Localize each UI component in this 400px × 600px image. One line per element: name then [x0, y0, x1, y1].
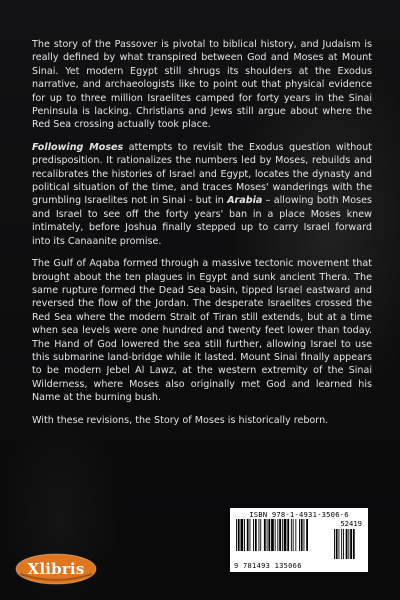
blurb-paragraph-2-text-a: attempts to revisit the Exodus question without predisposition. It rationalizes the numbers led by Moses, rebuilds and recalibrates the histories of Israel and Egypt, locates the dynasty and political situation of the time, and traces Moses' wanderings with the grumbling Israelites not in Sinai - but in: [32, 141, 372, 207]
isbn-barcode: [230, 508, 368, 572]
blurb-paragraph-3: The Gulf of Aqaba formed through a massive tectonic movement that brought about the ten plagues in Egypt and sunk ancient Thera. The same rupture formed the Dead Sea basin, tipped Israel eastward and reversed the flow of the Jordan. The desperate Israelites crossed the Red Sea where the modern Strait of Tiran still extends, but at a time when sea levels were one hundred and twenty feet lower than today. The Hand of God lowered the sea still further, allowing Israel to use this submarine land-bridge while it lasted. Mount Sinai finally appears to be modern Jebel Al Lawz, at the western extremity of the Sinai Wilderness, where Moses also originally met God and learned his Name at the burning bush.: [32, 258, 372, 404]
blurb-text: [32, 38, 372, 436]
blurb-paragraph-2-text-b: – allowing both Moses and Israel to see off the forty years' ban in a place Moses knew intimately, before Joshua finally stepped up to carry Israel forward into its Canaanite promise.: [32, 195, 372, 247]
isbn-label: ISBN 978-1-4931-3506-6: [249, 510, 349, 519]
publisher-logo-text: Xlibris: [27, 560, 85, 578]
blurb-paragraph-2: [32, 141, 372, 248]
publisher-logo: [14, 552, 98, 586]
arabia-emphasis: Arabia: [227, 195, 263, 207]
blurb-paragraph-1: The story of the Passover is pivotal to biblical history, and Judaism is really defined by what transpired between God and Moses at Mount Sinai. Yet modern Egypt still shrugs its shoulders at the Exodus narrative, and archaeologists like to point out that physical evidence for up to three million Israelites camped for forty years in the Sinai Peninsula is lacking. Christians and Jews still argue about where the Red Sea crossing actually took place.: [32, 39, 372, 131]
blurb-paragraph-4: With these revisions, the Story of Moses is historically reborn.: [32, 414, 329, 426]
barcode-digits: 9 781493 135066: [234, 562, 302, 570]
book-title-italic: Following Moses: [32, 141, 124, 153]
barcode-addon-digits: 52419: [340, 519, 362, 528]
